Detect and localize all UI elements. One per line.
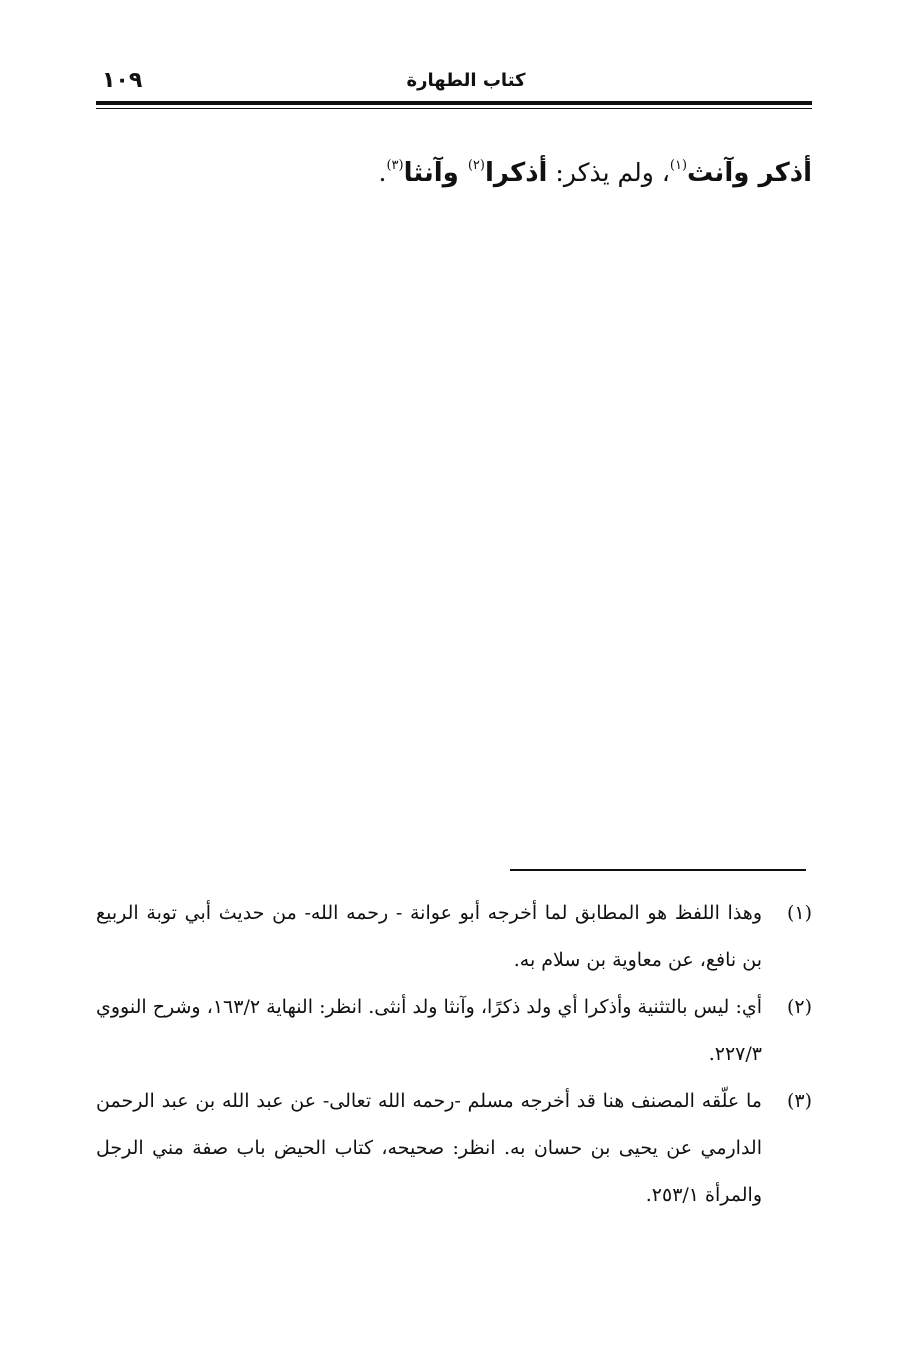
- footnote-2: [96, 984, 812, 1078]
- footnote-1: [96, 890, 812, 984]
- header-rule-thick: [96, 101, 812, 105]
- main-phrase-2: ، ولم يذكر:: [547, 158, 670, 187]
- footnote-text: وهذا اللفظ هو المطابق لما أخرجه أبو عوانة - رحمه الله- من حديث أبي توبة الربيع بن نافع، عن معاوية بن سلام به.: [96, 902, 762, 971]
- main-phrase-1: أذكر وآنث: [687, 158, 812, 188]
- footnote-text: أي: ليس بالتثنية وأذكرا أي ولد ذكرًا، وآنثا ولد أنثى. انظر: النهاية ١٦٣/٢، وشرح النووي ٢٢٧/٣.: [96, 996, 762, 1065]
- footnote-ref-3: (٣): [386, 158, 404, 173]
- page-header: [96, 66, 812, 100]
- footnote-number: (١): [786, 902, 812, 924]
- footnote-ref-1: (١): [669, 158, 688, 173]
- footnote-3: [96, 1078, 812, 1219]
- footnote-separator: [510, 869, 806, 871]
- page-number: ١٠٩: [102, 68, 143, 93]
- header-rule-thin: [96, 108, 812, 109]
- footnotes: [96, 890, 812, 1219]
- main-phrase-5: .: [378, 158, 387, 187]
- footnote-number: (٣): [786, 1090, 812, 1112]
- main-phrase-3: أذكرا: [484, 158, 548, 188]
- footnote-number: (٢): [786, 996, 812, 1018]
- footnote-ref-2: (٢): [467, 158, 485, 173]
- main-text: [96, 151, 812, 195]
- running-title: كتاب الطهارة: [406, 70, 526, 91]
- footnote-text: ما علّقه المصنف هنا قد أخرجه مسلم -رحمه الله تعالى- عن عبد الله بن عبد الرحمن الدارمي عن يحيى بن حسان به. انظر: صحيحه، كتاب الحيض باب صفة مني الرجل والمرأة ٢٥٣/١.: [96, 1090, 762, 1206]
- main-phrase-4: وآنثا: [403, 158, 468, 188]
